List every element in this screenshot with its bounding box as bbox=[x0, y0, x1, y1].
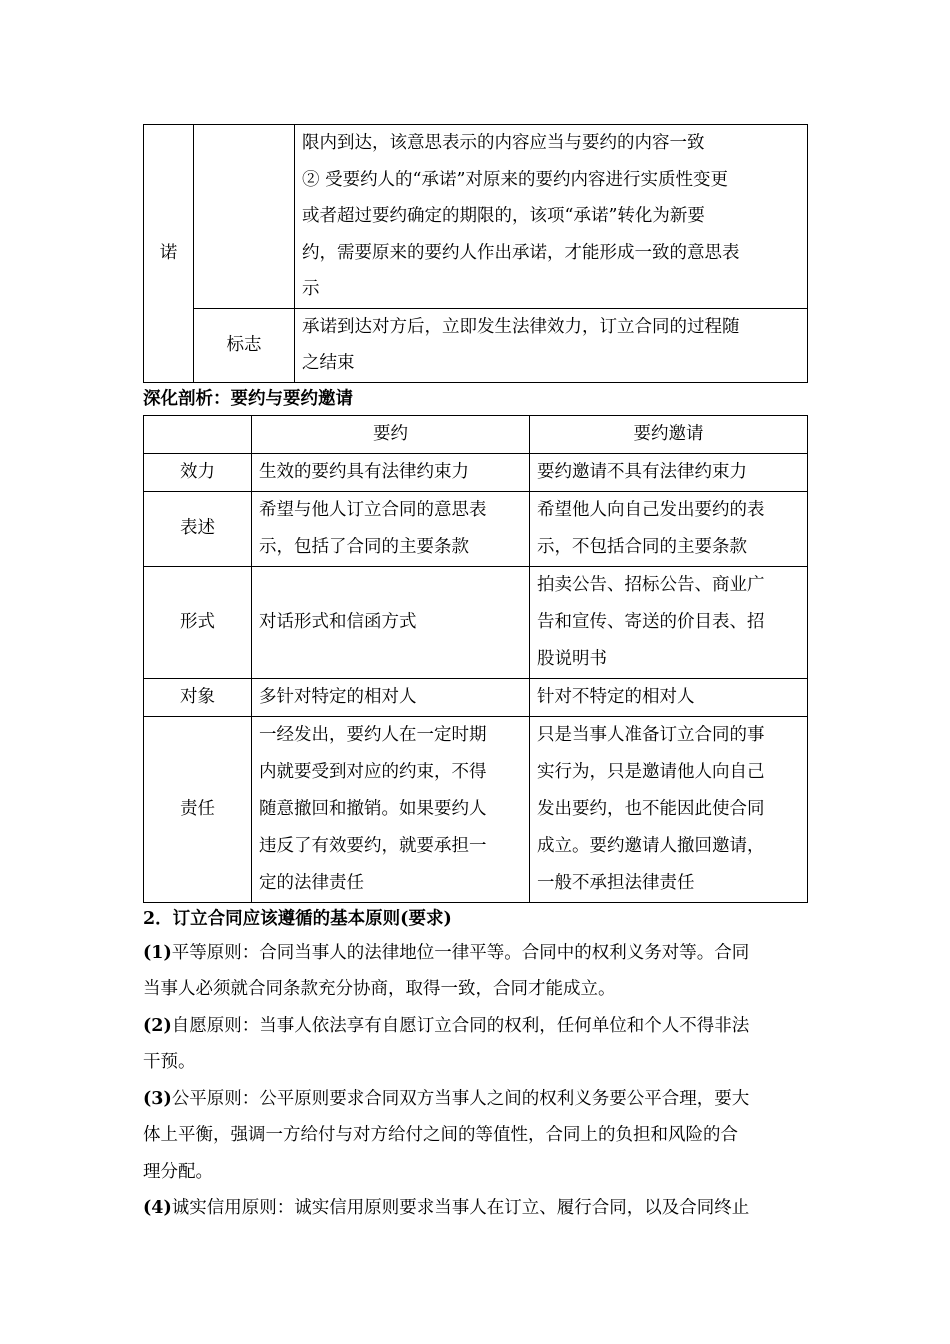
header-cell-invitation: 要约邀请 bbox=[530, 415, 808, 453]
text-line: 示，不包括合同的主要条款 bbox=[537, 536, 747, 557]
text-line: 公平原则：公平原则要求合同双方当事人之间的权利义务要公平合理，要大 bbox=[171, 1088, 750, 1109]
text-line: 自愿原则：当事人依法享有自愿订立合同的权利，任何单位和个人不得非法 bbox=[171, 1015, 750, 1036]
offer-cell bbox=[252, 453, 530, 491]
principle-paragraph bbox=[143, 1081, 807, 1191]
row-label: 效力 bbox=[144, 453, 252, 491]
section-title: 深化剖析：要约与要约邀请 bbox=[143, 388, 353, 409]
table-row bbox=[144, 716, 808, 902]
text-line: 体上平衡，强调一方给付与对方给付之间的等值性，合同上的负担和风险的合 bbox=[143, 1125, 738, 1145]
text-line: 一经发出，要约人在一定时期 bbox=[259, 724, 487, 745]
text-line: 内就要受到对应的约束，不得 bbox=[259, 761, 487, 782]
invitation-cell bbox=[530, 491, 808, 566]
text-line: 对话形式和信函方式 bbox=[259, 611, 417, 632]
invitation-cell bbox=[530, 716, 808, 902]
principle-number: (2) bbox=[143, 1015, 172, 1036]
text-line: 生效的要约具有法律约束力 bbox=[259, 461, 469, 482]
principle-number: (1) bbox=[143, 942, 172, 963]
header-cell-offer: 要约 bbox=[252, 415, 530, 453]
text-line: 诚实信用原则：诚实信用原则要求当事人在订立、履行合同，以及合同终止 bbox=[171, 1198, 750, 1218]
principle-paragraph bbox=[143, 1190, 807, 1227]
acceptance-content-cell bbox=[295, 125, 808, 309]
empty-cell bbox=[194, 125, 295, 309]
table-row bbox=[144, 678, 808, 716]
principle-number: (3) bbox=[143, 1088, 172, 1109]
text-line: 希望他人向自己发出要约的表 bbox=[537, 499, 765, 520]
row-label: 形式 bbox=[144, 566, 252, 678]
invitation-cell bbox=[530, 566, 808, 678]
text-line: 示，包括了合同的主要条款 bbox=[259, 536, 469, 557]
text-line: 之结束 bbox=[302, 353, 355, 373]
document-page bbox=[143, 124, 807, 1227]
text-line: 平等原则：合同当事人的法律地位一律平等。合同中的权利义务对等。合同 bbox=[171, 942, 750, 963]
table-row bbox=[144, 566, 808, 678]
text-line: 发出要约，也不能因此使合同 bbox=[537, 798, 765, 819]
text-line: 实行为，只是邀请他人向自己 bbox=[537, 761, 765, 782]
text-line: 承诺到达对方后，立即发生法律效力，订立合同的过程随 bbox=[302, 316, 740, 337]
text-line: ② 受要约人的“承诺”对原来的要约内容进行实质性变更 bbox=[302, 169, 728, 190]
row-label: 表述 bbox=[144, 491, 252, 566]
text-line: 拍卖公告、招标公告、商业广 bbox=[537, 574, 765, 595]
offer-cell bbox=[252, 566, 530, 678]
text-line: 干预。 bbox=[143, 1052, 196, 1072]
offer-cell bbox=[252, 678, 530, 716]
row-label-acceptance: 诺 bbox=[144, 125, 194, 383]
invitation-cell bbox=[530, 678, 808, 716]
text-line: 示 bbox=[302, 279, 320, 299]
table-header-row bbox=[144, 415, 808, 453]
invitation-cell bbox=[530, 453, 808, 491]
table-row bbox=[144, 453, 808, 491]
text-line: 只是当事人准备订立合同的事 bbox=[537, 724, 765, 745]
text-line: 违反了有效要约，就要承担一 bbox=[259, 835, 487, 856]
text-line: 或者超过要约确定的期限的，该项“承诺”转化为新要 bbox=[302, 206, 705, 226]
offer-cell bbox=[252, 716, 530, 902]
sign-content-cell bbox=[295, 308, 808, 382]
offer-cell bbox=[252, 491, 530, 566]
text-line: 告和宣传、寄送的价目表、招 bbox=[537, 611, 765, 632]
text-line: 约，需要原来的要约人作出承诺，才能形成一致的意思表 bbox=[302, 242, 740, 263]
principle-paragraph bbox=[143, 935, 807, 1008]
text-line: 当事人必须就合同条款充分协商，取得一致，合同才能成立。 bbox=[143, 979, 616, 999]
table-row bbox=[144, 491, 808, 566]
text-line: 多针对特定的相对人 bbox=[259, 686, 417, 707]
text-line: 要约邀请不具有法律约束力 bbox=[537, 461, 747, 482]
row-label: 责任 bbox=[144, 716, 252, 902]
acceptance-table bbox=[143, 124, 808, 383]
text-line: 针对不特定的相对人 bbox=[537, 686, 695, 707]
sign-label: 标志 bbox=[194, 308, 295, 382]
text-line: 限内到达，该意思表示的内容应当与要约的内容一致 bbox=[302, 133, 705, 153]
text-line: 股说明书 bbox=[537, 648, 607, 669]
row-label: 对象 bbox=[144, 678, 252, 716]
principle-number: (4) bbox=[143, 1198, 172, 1218]
text-line: 成立。要约邀请人撤回邀请， bbox=[537, 835, 765, 856]
text-line: 随意撤回和撤销。如果要约人 bbox=[259, 798, 487, 819]
text-line: 理分配。 bbox=[143, 1161, 213, 1182]
principles-title: 2．订立合同应该遵循的基本原则(要求) bbox=[143, 908, 452, 929]
text-line: 定的法律责任 bbox=[259, 872, 364, 893]
principle-paragraph bbox=[143, 1008, 807, 1081]
header-cell-empty bbox=[144, 415, 252, 453]
text-line: 一般不承担法律责任 bbox=[537, 872, 695, 893]
comparison-table bbox=[143, 415, 808, 903]
text-line: 希望与他人订立合同的意思表 bbox=[259, 499, 487, 520]
